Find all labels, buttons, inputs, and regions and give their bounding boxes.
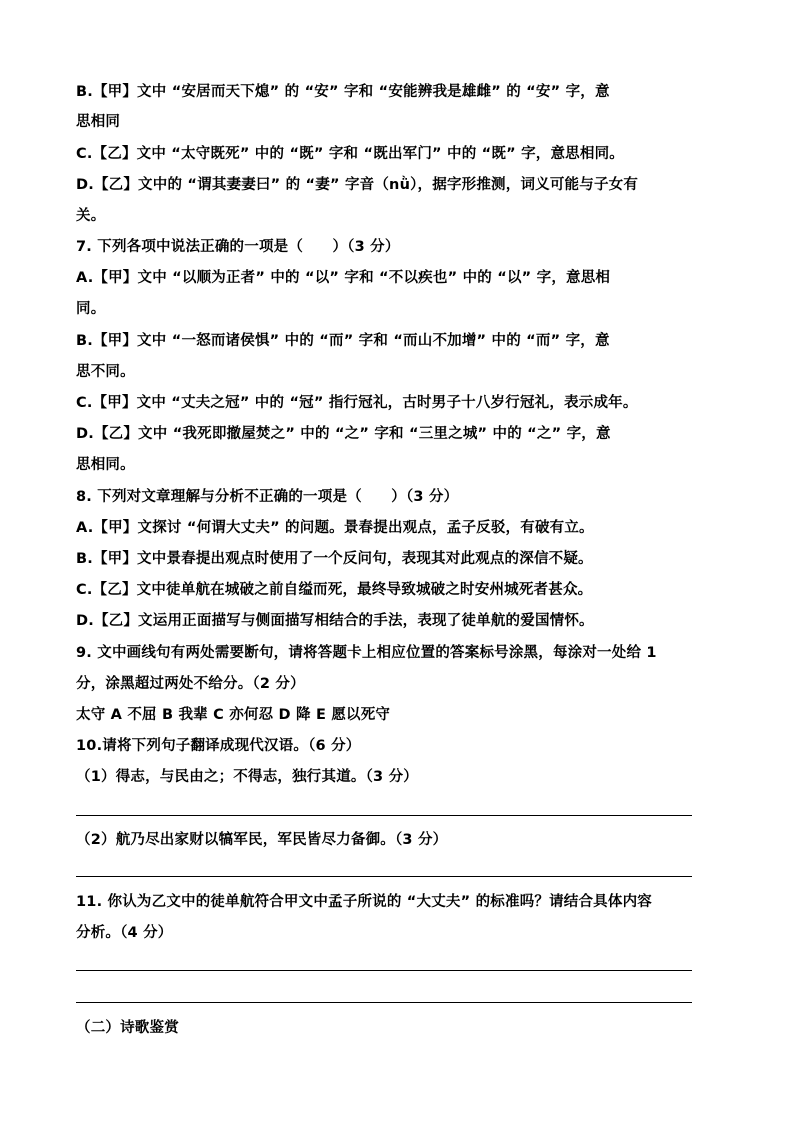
question-11-line-2: 分析。（4 分） [76, 925, 173, 941]
q7-option-b-line-1: B.【甲】文中 “一怒而诸侯惧” 中的 “而” 字和 “而山不加增” 中的 “而” 字，意 [76, 333, 610, 349]
section-heading-poetry: （二）诗歌鉴赏 [76, 1020, 179, 1036]
question-11-line-1: 11. 你认为乙文中的徒单航符合甲文中孟子所说的 “大丈夫” 的标准吗？请结合具体内容 [76, 894, 652, 910]
option-d-line-1: D.【乙】文中的 “谓其妻妻曰” 的 “妻” 字音（nǜ），据字形推测，词义可能与子女有 [76, 177, 639, 193]
question-7-title: 7. 下列各项中说法正确的一项是（ ）（3 分） [76, 239, 400, 255]
question-8-title: 8. 下列对文章理解与分析不正确的一项是（ ）（3 分） [76, 489, 459, 505]
q7-option-d-line-1: D.【乙】文中 “我死即撤屋焚之” 中的 “之” 字和 “三里之城” 中的 “之” 字，意 [76, 426, 611, 442]
question-10-item-1: （1）得志，与民由之；不得志，独行其道。（3 分） [76, 769, 418, 785]
question-9-line-1: 9. 文中画线句有两处需要断句，请将答题卡上相应位置的答案标号涂黑，每涂对一处给 1 [76, 645, 657, 661]
question-9-line-2: 分，涂黑超过两处不给分。（2 分） [76, 676, 305, 692]
option-d-line-2: 关。 [76, 208, 106, 224]
answer-line-11-2[interactable] [76, 1002, 692, 1003]
question-10-item-2: （2）航乃尽出家财以犒军民，军民皆尽力备御。（3 分） [76, 832, 448, 848]
q8-option-c: C.【乙】文中徒单航在城破之前自缢而死，最终导致城破之时安州城死者甚众。 [76, 582, 593, 598]
q7-option-c-line: C.【甲】文中 “丈夫之冠” 中的 “冠” 指行冠礼，古时男子十八岁行冠礼，表示成年。 [76, 395, 638, 411]
question-9-sentence: 太守 A 不屈 B 我辈 C 亦何忍 D 降 E 愿以死守 [76, 707, 391, 723]
option-b-line-2: 思相同 [76, 114, 121, 130]
q7-option-a-line-1: A.【甲】文中 “以顺为正者” 中的 “以” 字和 “不以疾也” 中的 “以” 字，意思相 [76, 270, 611, 286]
option-c-line: C.【乙】文中 “太守既死” 中的 “既” 字和 “既出军门” 中的 “既” 字，意思相同。 [76, 146, 624, 162]
q8-option-d: D.【乙】文运用正面描写与侧面描写相结合的手法，表现了徒单航的爱国情怀。 [76, 613, 594, 629]
q8-option-b: B.【甲】文中景春提出观点时使用了一个反问句，表现其对此观点的深信不疑。 [76, 551, 593, 567]
answer-line-10-2[interactable] [76, 876, 692, 877]
answer-line-10-1[interactable] [76, 815, 692, 816]
q8-option-a: A.【甲】文探讨 “何谓大丈夫” 的问题。景春提出观点，孟子反驳，有破有立。 [76, 520, 594, 536]
option-b-line-1: B.【甲】文中 “安居而天下熄” 的 “安” 字和 “安能辨我是雄雌” 的 “安” 字，意 [76, 84, 610, 100]
q7-option-d-line-2: 思相同。 [76, 457, 135, 473]
question-10-title: 10.请将下列句子翻译成现代汉语。（6 分） [76, 738, 361, 754]
q7-option-a-line-2: 同。 [76, 301, 106, 317]
q7-option-b-line-2: 思不同。 [76, 364, 135, 380]
answer-line-11-1[interactable] [76, 970, 692, 971]
